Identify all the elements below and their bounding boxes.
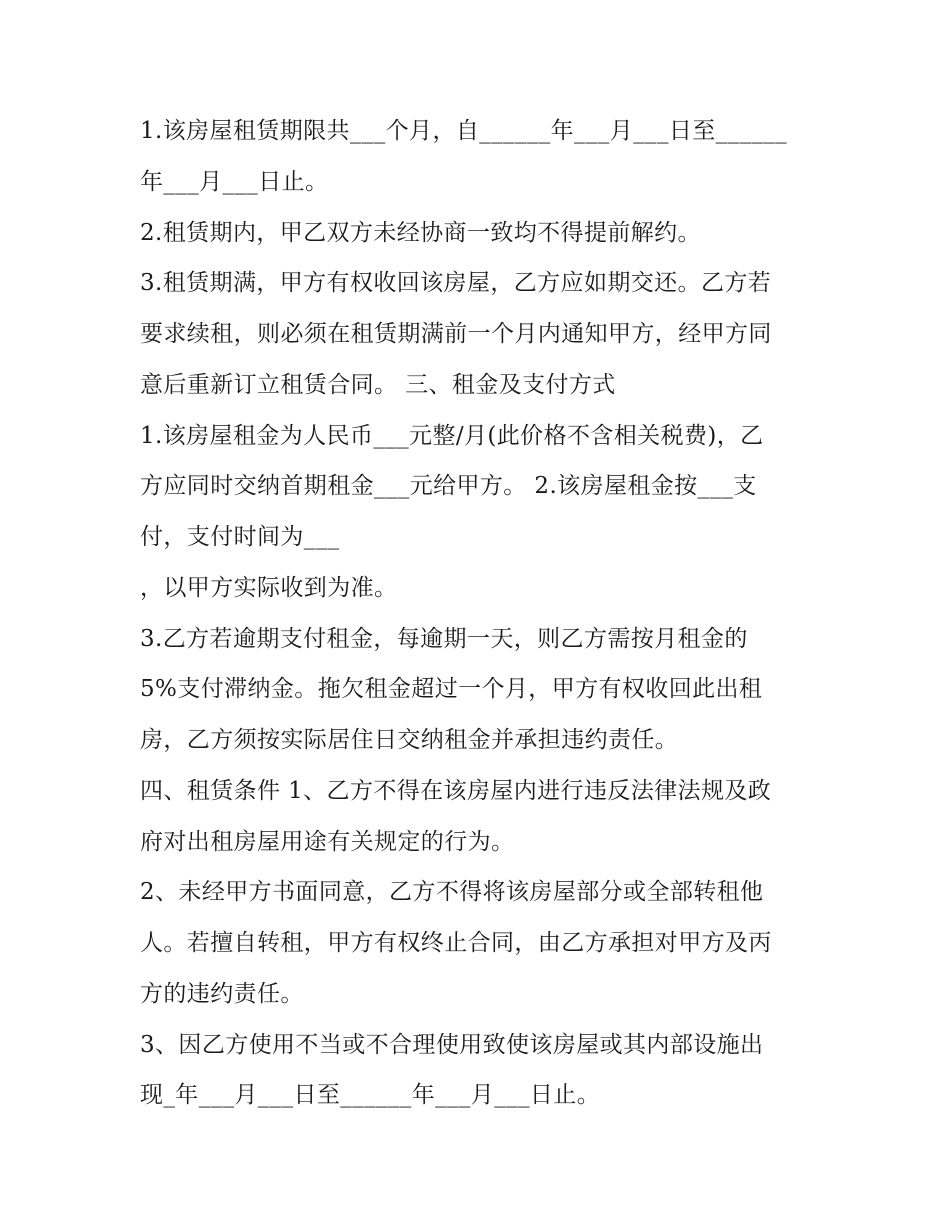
text-line: 2、未经甲方书面同意，乙方不得将该房屋部分或全部转租他 [140,879,764,906]
text-line: 付，支付时间为___ [140,524,340,550]
text-line: 四、租赁条件 1、乙方不得在该房屋内进行违反法律法规及政 [140,777,772,804]
text-line: 2.租赁期内，甲乙双方未经协商一致均不得提前解约。 [140,219,701,246]
text-line: 现_年___月___日至______年___月___日止。 [140,1082,601,1109]
text-line: 意后重新订立租赁合同。 三、租金及支付方式 [140,371,616,398]
text-line: 要求续租，则必须在租赁期满前一个月内通知甲方，经甲方同 [140,321,772,347]
text-line: 5%支付滞纳金。拖欠租金超过一个月，甲方有权收回此出租 [140,676,763,703]
text-line: 3、因乙方使用不当或不合理使用致使该房屋或其内部设施出 [140,1031,764,1058]
text-line: 年___月___日止。 [140,168,329,195]
text-line: 人。若擅自转租，甲方有权终止合同，由乙方承担对甲方及丙 [140,930,772,956]
text-line: 1.该房屋租赁期限共___个月，自______年___月___日至______ [140,118,788,144]
text-line: 府对出租房屋用途有关规定的行为。 [140,828,515,855]
text-line: 房，乙方须按实际居住日交纳租金并承担违约责任。 [140,727,679,753]
text-line: 3.租赁期满，甲方有权收回该房屋，乙方应如期交还。乙方若 [140,270,772,297]
document-body [140,106,830,1121]
text-line: 3.乙方若逾期支付租金，每逾期一天，则乙方需按月租金的 [140,625,748,652]
text-line: ，以甲方实际收到为准。 [140,574,398,601]
text-line: 1.该房屋租金为人民币___元整/月(此价格不含相关税费)，乙 [140,422,764,449]
text-line: 方的违约责任。 [140,980,304,1007]
text-line: 方应同时交纳首期租金___元给甲方。 2.该房屋租金按___支 [140,473,757,500]
